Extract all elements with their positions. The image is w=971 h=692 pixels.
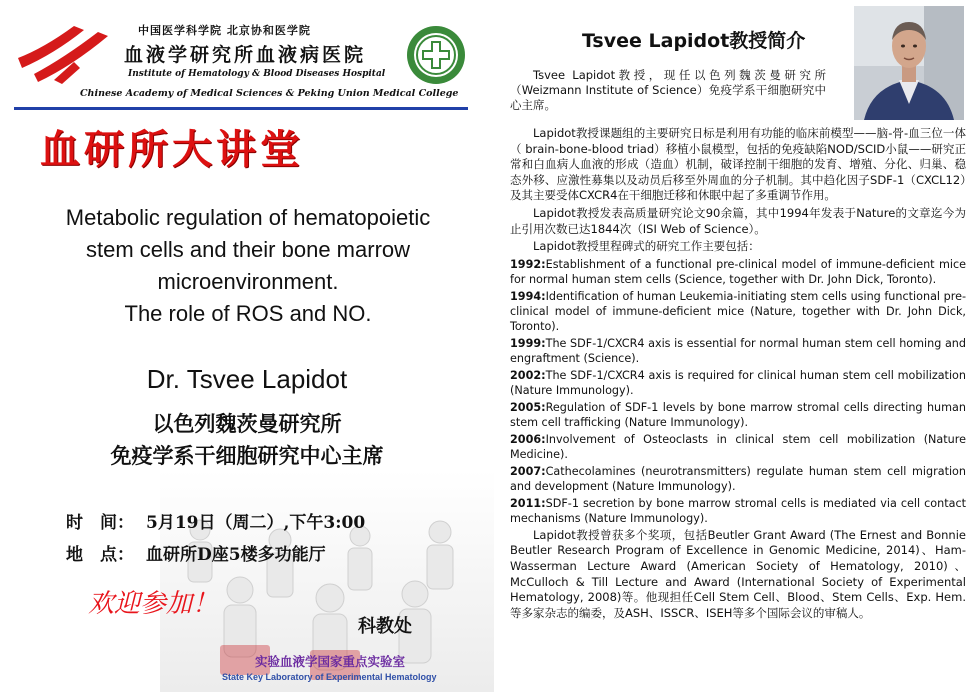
milestone-year: 2006: bbox=[510, 432, 546, 446]
bio-intro: Tsvee Lapidot教授，现任以色列魏茨曼研究所（Weizmann Institute of Science）免疫学系干细胞研究中心主席。 bbox=[510, 68, 826, 112]
milestone-text: Identification of human Leukemia-initiating stem cells using functional pre-clinical model of immune-deficient mice (Nature, together with Dr. John Dick, Toronto). bbox=[510, 289, 966, 333]
time-label: 时 间： bbox=[66, 513, 134, 533]
speaker-affiliation-1: 以色列魏茨曼研究所 bbox=[152, 411, 342, 436]
bio-paragraph: Lapidot教授课题组的主要研究日标是利用有功能的临床前模型——脑-骨-血三位一体（ brain-bone-blood triad）移植小鼠模型，包括的免疫缺陷NOD/SCID小鼠——研究正常和白血病人血液的形成（造血）机制，破译控制干细胞的发育、增殖、分化、归巢、稳态外移、应激性募集以及动员后移至外周血的分子机制。其中趋化因子SDF-1（CXCL12）及其主要受体CXCR4在干细胞迁移和休眠中起了多重调节作用。 bbox=[510, 126, 966, 203]
header-en-line2: Chinese Academy of Medical Sciences & Peking Union Medical College bbox=[80, 88, 459, 99]
milestone-text: Cathecolamines (neurotransmitters) regulate human stem cell migration and development (Nature Immunology). bbox=[510, 464, 966, 493]
time-value: 5月19日（周二）,下午3:00 bbox=[146, 513, 366, 533]
lab-name-en: State Key Laboratory of Experimental Hematology bbox=[222, 672, 437, 682]
milestone-year: 2002: bbox=[510, 368, 546, 382]
bio-title: Tsvee Lapidot教授简介 bbox=[582, 30, 806, 52]
topic-line: Metabolic regulation of hematopoietic bbox=[65, 205, 431, 230]
welcome-text: 欢迎参加！ bbox=[88, 589, 219, 619]
milestone-year: 1992: bbox=[510, 257, 546, 271]
place-value: 血研所D座5楼多功能厅 bbox=[146, 545, 326, 565]
milestone-year: 1994: bbox=[510, 289, 546, 303]
lecture-series-title: 血研所大讲堂 bbox=[40, 126, 304, 173]
topic-line: The role of ROS and NO. bbox=[124, 301, 372, 326]
speaker-affiliation-2: 免疫学系干细胞研究中心主席 bbox=[110, 443, 384, 468]
bio-paragraph: Lapidot教授里程碑式的研究工作主要包括： bbox=[533, 239, 760, 254]
milestone-item bbox=[510, 257, 966, 287]
milestone-text: Establishment of a functional pre-clinical model of immune-deficient mice for normal human stem cells (Science, together with Dr. John Dick, Toronto). bbox=[510, 257, 966, 286]
milestone-item bbox=[510, 496, 966, 526]
milestone-text: Involvement of Osteoclasts in clinical stem cell mobilization (Nature Medicine). bbox=[510, 432, 966, 461]
milestone-year: 2007: bbox=[510, 464, 546, 478]
milestone-item bbox=[510, 368, 966, 398]
milestone-item bbox=[510, 336, 966, 366]
bio-paragraph: Lapidot教授曾获多个奖项，包括Beutler Grant Award (The Ernest and Bonnie Beutler Research Program of Excellence in Genomic Medicine, 2014)、Ham-Wasserman Lecture Award (American Society of Hematology, 2010)、McCulloch & Till Lecture and Award (International Society of Experimental Hematology, 2008)等。他现担任Cell Stem Cell、Blood、Stem Cells、Exp. Hem.等多家杂志的编委，及ASH、ISSCR、ISEH等多个国际会议的审稿人。 bbox=[510, 527, 966, 620]
speaker-name: Dr. Tsvee Lapidot bbox=[146, 364, 348, 394]
topic-line: microenvironment. bbox=[157, 269, 339, 294]
speaker-bio-panel bbox=[496, 0, 971, 692]
lecture-topic bbox=[8, 202, 488, 330]
hospital-logo-icon bbox=[14, 18, 110, 86]
red-cross-emblem-icon bbox=[406, 25, 466, 85]
milestone-text: Regulation of SDF-1 levels by bone marrow stromal cells directing human stem cell trafficking (Nature Immunology). bbox=[510, 400, 966, 429]
bio-body bbox=[510, 126, 966, 623]
milestone-text: The SDF-1/CXCR4 axis is required for clinical human stem cell mobilization (Nature Immunology). bbox=[510, 368, 966, 397]
milestone-item bbox=[510, 289, 966, 334]
place-label: 地 点： bbox=[66, 545, 134, 565]
header-en-line1: Institute of Hematology & Blood Diseases Hospital bbox=[128, 69, 386, 79]
milestone-year: 2005: bbox=[510, 400, 546, 414]
milestone-text: The SDF-1/CXCR4 axis is essential for normal human stem cell homing and engraftment (Science). bbox=[510, 336, 966, 365]
header-cn-line1: 中国医学科学院 北京协和医学院 bbox=[138, 24, 311, 37]
speaker-photo bbox=[854, 6, 964, 120]
bio-paragraph: Lapidot教授发表高质量研究论文90余篇，其中1994年发表于Nature的文章迄今为止引用次数已达1844次（ISI Web of Science）。 bbox=[510, 205, 966, 236]
topic-line: stem cells and their bone marrow bbox=[85, 237, 411, 262]
event-time bbox=[66, 508, 365, 533]
lab-name-cn: 实验血液学国家重点实验室 bbox=[255, 654, 406, 669]
header-divider bbox=[14, 107, 468, 110]
milestone-item bbox=[510, 432, 966, 462]
header-cn-line2: 血液学研究所血液病医院 bbox=[124, 44, 367, 66]
milestone-item bbox=[510, 464, 966, 494]
milestone-text: SDF-1 secretion by bone marrow stromal cells is mediated via cell contact mechanisms (Nature Immunology). bbox=[510, 496, 966, 525]
event-place bbox=[66, 540, 326, 565]
milestone-year: 2011: bbox=[510, 496, 546, 510]
milestone-item bbox=[510, 400, 966, 430]
milestone-year: 1999: bbox=[510, 336, 546, 350]
organizer-department: 科教处 bbox=[358, 616, 412, 637]
